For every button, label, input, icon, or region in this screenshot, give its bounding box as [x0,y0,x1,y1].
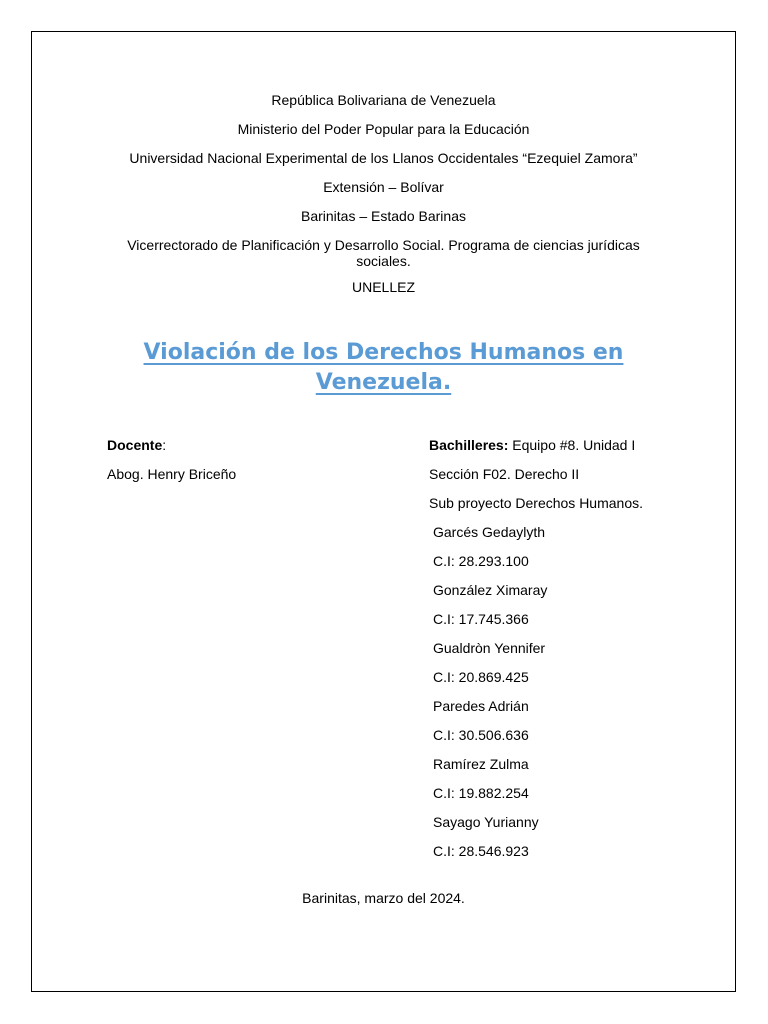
header-line-location: Barinitas – Estado Barinas [301,208,466,224]
member-id: C.I: 28.293.100 [433,553,529,569]
section-line: Sección F02. Derecho II [429,466,580,482]
header-line-ministry: Ministerio del Poder Popular para la Educación [237,121,530,137]
member-id: C.I: 20.869.425 [433,669,529,685]
subproject-line: Sub proyecto Derechos Humanos. [429,495,643,511]
member-name: Gualdròn Yennifer [433,640,546,656]
member-id: C.I: 28.546.923 [433,843,529,859]
header-line-extension: Extensión – Bolívar [323,179,444,195]
document-title: Violación de los Derechos Humanos en Venezuela. [143,340,624,395]
place-date: Barinitas, marzo del 2024. [302,890,465,906]
institution-header [32,92,735,308]
docente-label [107,437,236,453]
bachilleres-label: Bachilleres: [429,437,509,453]
member-name: Garcés Gedaylyth [433,524,546,540]
header-line-university: Universidad Nacional Experimental de los Llanos Occidentales “Ezequiel Zamora” [129,150,638,166]
header-line-republic: República Bolivariana de Venezuela [271,92,496,108]
bachilleres-block [429,437,643,872]
bachilleres-heading [429,437,643,453]
member-name: González Ximaray [433,582,548,598]
member-name: Ramírez Zulma [433,756,529,772]
header-line-acronym: UNELLEZ [351,279,416,295]
header-line-vicerrectorado: Vicerrectorado de Planificación y Desarrollo Social. Programa de ciencias jurídicas sociales. [127,237,640,269]
member-id: C.I: 17.745.366 [433,611,529,627]
bachilleres-team: Equipo #8. Unidad I [508,437,636,453]
member-id: C.I: 30.506.636 [433,727,529,743]
docente-block [107,437,236,482]
document-page [31,31,736,992]
member-id: C.I: 19.882.254 [433,785,529,801]
docente-label-text: Docente [107,437,163,453]
member-name: Sayago Yurianny [433,814,539,830]
docente-label-colon: : [162,437,167,453]
docente-name: Abog. Henry Briceño [107,466,237,482]
member-name: Paredes Adrián [433,698,529,714]
